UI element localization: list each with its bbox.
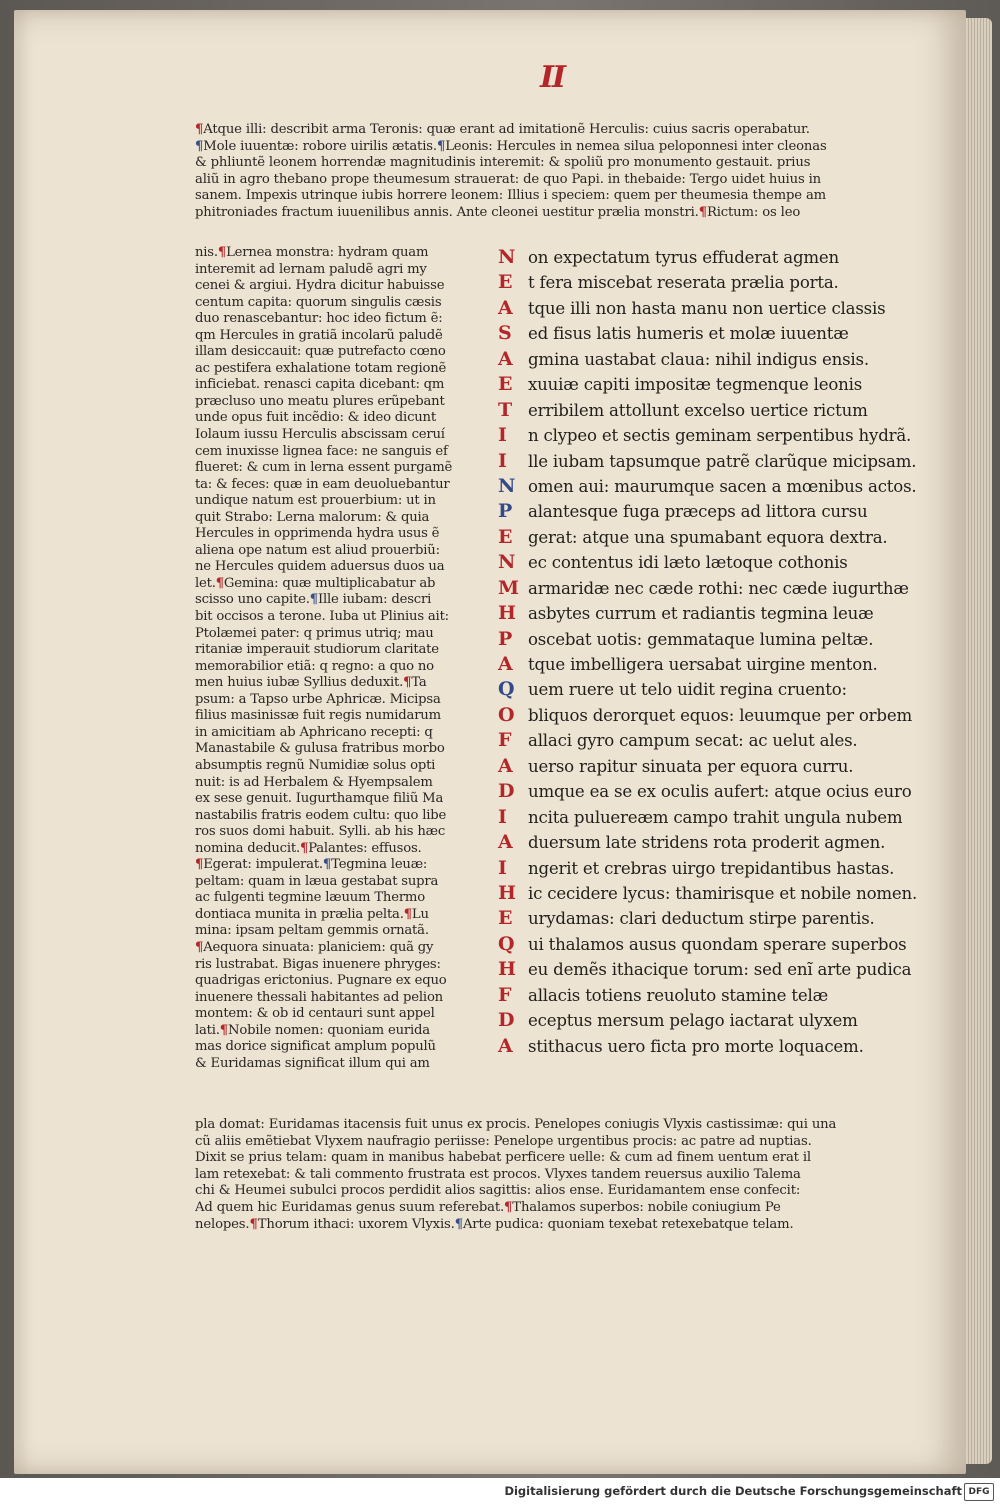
commentary-line xyxy=(195,205,915,222)
paragraph-mark-icon: ¶ xyxy=(436,138,446,154)
text-segment: præcluso uno meatu plures erũpebant xyxy=(195,393,445,409)
commentary-line xyxy=(195,1134,915,1151)
rubricated-initial: S xyxy=(498,322,512,345)
rubricated-initial: T xyxy=(498,398,513,421)
verse-line xyxy=(498,704,918,729)
verse-line xyxy=(498,475,918,500)
text-segment: aliena ope natum est aliud prouerbiũ: xyxy=(195,542,440,558)
book-fore-edge xyxy=(966,18,992,1464)
text-segment: cũ aliis emẽtiebat Vlyxem naufragio periisse: Penelope urgentibus procis: ac patre ad nuptias. xyxy=(195,1133,812,1149)
commentary-bottom-block xyxy=(195,1117,915,1233)
paragraph-mark-icon: ¶ xyxy=(403,906,412,922)
verse-line xyxy=(498,271,918,296)
commentary-line xyxy=(195,708,487,725)
verse-text: ic cecidere lycus: thamirisque et nobile nomen. xyxy=(528,883,918,903)
text-segment: quit Strabo: Lerna malorum: & quia xyxy=(195,509,430,525)
commentary-line xyxy=(195,1150,915,1167)
rubricated-initial: H xyxy=(498,881,516,904)
verse-line xyxy=(498,653,918,678)
commentary-line xyxy=(195,857,487,874)
text-segment: interemit ad lernam paludẽ agri my xyxy=(195,261,427,277)
commentary-line xyxy=(195,692,487,709)
text-segment: Rictum: os leo xyxy=(706,204,801,220)
commentary-line xyxy=(195,659,487,676)
commentary-line xyxy=(195,775,487,792)
rubricated-initial: M xyxy=(498,576,520,599)
commentary-line xyxy=(195,824,487,841)
verse-text: n clypeo et sectis geminam serpentibus hydrã. xyxy=(528,426,912,446)
text-segment: Arte pudica: quoniam texebat retexebatque telam. xyxy=(462,1216,794,1232)
text-segment: Thorum ithaci: uxorem Vlyxis. xyxy=(257,1216,455,1232)
text-segment: psum: a Tapso urbe Aphricæ. Micipsa xyxy=(195,691,441,707)
verse-text: armaridæ nec cæde rothi: nec cæde iugurthæ xyxy=(528,578,909,598)
verse-line xyxy=(498,450,918,475)
text-segment: Aequora sinuata: planiciem: quã gy xyxy=(203,939,434,955)
verse-text: erribilem attollunt excelso uertice rictum xyxy=(528,400,868,420)
commentary-line xyxy=(195,477,487,494)
text-segment: centum capita: quorum singulis cæsis xyxy=(195,294,442,310)
rubricated-initial: A xyxy=(498,831,513,854)
commentary-line xyxy=(195,642,487,659)
text-segment: inuenere thessali habitantes ad pelion xyxy=(195,989,443,1005)
text-segment: nuit: is ad Herbalem & Hyempsalem xyxy=(195,774,433,790)
commentary-line xyxy=(195,377,487,394)
text-segment: Atque illi: describit arma Teronis: quæ erant ad imitationẽ Herculis: cuius sacris operabatur. xyxy=(203,122,810,137)
rubricated-initial: E xyxy=(498,525,513,548)
text-segment: ritaniæ imperauit studiorum claritate xyxy=(195,642,439,658)
commentary-line xyxy=(195,841,487,858)
commentary-line xyxy=(195,139,915,156)
verse-text: alantesque fuga præceps ad littora cursu xyxy=(528,502,868,522)
text-segment: Dixit se prius telam: quam in manibus habebat perficere uelle: & cum ad finem uentum erat il xyxy=(195,1150,811,1166)
rubricated-initial: P xyxy=(498,627,513,650)
verse-text: ui thalamos ausus quondam sperare superbos xyxy=(528,934,907,954)
text-segment: Gemina: quæ multiplicabatur ab xyxy=(223,575,436,591)
commentary-line xyxy=(195,344,487,361)
text-segment: dontiaca munita in prælia pelta. xyxy=(195,906,404,922)
verse-text: asbytes currum et radiantis tegmina leuæ xyxy=(528,604,874,624)
commentary-line xyxy=(195,874,487,891)
commentary-line xyxy=(195,444,487,461)
paragraph-mark-icon: ¶ xyxy=(322,857,332,873)
commentary-line xyxy=(195,1117,915,1134)
paragraph-mark-icon: ¶ xyxy=(454,1216,463,1232)
verse-line xyxy=(498,500,918,525)
paragraph-mark-icon: ¶ xyxy=(403,675,412,691)
verse-text: omen aui: maurumque sacen a mœnibus actos. xyxy=(528,476,917,496)
text-segment: Nobile nomen: quoniam eurida xyxy=(228,1022,430,1038)
rubricated-initial: D xyxy=(498,1009,515,1032)
verse-text: tque illi non hasta manu non uertice classis xyxy=(528,298,886,318)
commentary-line xyxy=(195,576,487,593)
text-segment: ac fulgenti tegmine læuum Thermo xyxy=(195,890,425,906)
commentary-line xyxy=(195,510,487,527)
text-segment: lati. xyxy=(195,1022,220,1038)
text-segment: nis. xyxy=(195,245,218,260)
verse-text: ncita puluereæm campo trahit ungula nubem xyxy=(528,807,903,827)
text-segment: nastabilis fratris eodem cultu: quo libe xyxy=(195,807,447,823)
rubricated-initial: E xyxy=(498,373,513,396)
commentary-line xyxy=(195,940,487,957)
rubricated-initial: D xyxy=(498,780,515,803)
text-segment: duo renascebantur: hoc ideo fictum ẽ: xyxy=(195,311,443,327)
paragraph-mark-icon: ¶ xyxy=(299,840,309,856)
folio-mark: II xyxy=(540,60,565,95)
commentary-line xyxy=(195,328,487,345)
commentary-line xyxy=(195,990,487,1007)
commentary-line xyxy=(195,172,915,189)
paragraph-mark-icon: ¶ xyxy=(504,1199,513,1215)
commentary-line xyxy=(195,122,915,139)
verse-line xyxy=(498,907,918,932)
rubricated-initial: I xyxy=(498,449,507,472)
commentary-line xyxy=(195,741,487,758)
paragraph-mark-icon: ¶ xyxy=(698,204,707,220)
commentary-line xyxy=(195,394,487,411)
rubricated-initial: H xyxy=(498,602,516,625)
verse-text: allacis totiens reuoluto stamine telæ xyxy=(528,985,828,1005)
verse-line xyxy=(498,882,918,907)
rubricated-initial: I xyxy=(498,805,507,828)
verse-text: gmina uastabat claua: nihil indigus ensis. xyxy=(528,349,869,369)
text-segment: mas dorice significat amplum populũ xyxy=(195,1039,436,1055)
footer-credit: Digitalisierung gefördert durch die Deutsche Forschungsgemeinschaft xyxy=(504,1484,962,1498)
verse-line xyxy=(498,246,918,271)
rubricated-initial: N xyxy=(498,551,516,574)
verse-text: ed fisus latis humeris et molæ iuuentæ xyxy=(528,324,849,344)
rubricated-initial: I xyxy=(498,856,507,879)
verse-line xyxy=(498,424,918,449)
commentary-line xyxy=(195,1056,487,1073)
text-segment: ex sese genuit. Iugurthamque filiũ Ma xyxy=(195,791,444,807)
verse-text: lle iubam tapsumque patrẽ clarũque micipsam. xyxy=(528,451,917,471)
text-segment: ros suos domi habuit. Sylli. ab his hæc xyxy=(195,824,446,840)
verse-line xyxy=(498,857,918,882)
commentary-left-column xyxy=(195,245,487,1072)
text-segment: inficiebat. renasci capita dicebant: qm xyxy=(195,377,445,393)
text-segment: Ad quem hic Euridamas genus suum referebat. xyxy=(195,1199,505,1215)
commentary-line xyxy=(195,427,487,444)
verse-line xyxy=(498,933,918,958)
verse-text: ngerit et crebras uirgo trepidantibus hastas. xyxy=(528,858,895,878)
text-segment: unde opus fuit incẽdio: & ideo dicunt xyxy=(195,410,436,426)
text-segment: montem: & ob id centauri sunt appel xyxy=(195,1006,435,1022)
text-segment: cem inuxisse lignea face: ne sanguis ef xyxy=(195,443,448,459)
verse-column xyxy=(498,246,918,1060)
text-segment: ris lustrabat. Bigas inuenere phryges: xyxy=(195,956,441,972)
text-segment: undique natum est prouerbium: ut in xyxy=(195,493,436,509)
text-segment: peltam: quam in læua gestabat supra xyxy=(195,873,439,889)
text-segment: Iolaum iussu Herculis abscissam ceruí xyxy=(195,427,445,443)
rubricated-initial: Q xyxy=(498,678,515,701)
text-segment: phitroniades fractum iuuenilibus annis. Ante cleonei uestitur prælia monstri. xyxy=(195,204,699,220)
rubricated-initial: P xyxy=(498,500,513,523)
text-segment: Egerat: impulerat. xyxy=(203,857,323,873)
text-segment: mina: ipsam peltam gemmis ornatã. xyxy=(195,923,429,939)
text-segment: qm Hercules in gratiã incolarũ paludẽ xyxy=(195,327,443,343)
paragraph-mark-icon: ¶ xyxy=(219,1022,228,1038)
commentary-line xyxy=(195,675,487,692)
commentary-line xyxy=(195,973,487,990)
verse-text: on expectatum tyrus effuderat agmen xyxy=(528,248,840,267)
paragraph-mark-icon: ¶ xyxy=(195,122,204,137)
verse-line xyxy=(498,755,918,780)
verse-line xyxy=(498,373,918,398)
text-segment: Palantes: effusos. xyxy=(308,840,422,856)
verse-line xyxy=(498,1035,918,1060)
commentary-line xyxy=(195,188,915,205)
verse-line xyxy=(498,958,918,983)
paragraph-mark-icon: ¶ xyxy=(249,1216,258,1232)
text-segment: nomina deducit. xyxy=(195,840,300,856)
text-segment: Leonis: Hercules in nemea silua peloponnesi inter cleonas xyxy=(445,138,827,154)
commentary-line xyxy=(195,460,487,477)
verse-text: eu demẽs ithacique torum: sed enĩ arte pudica xyxy=(528,960,912,980)
commentary-line xyxy=(195,907,487,924)
text-segment: Lu xyxy=(411,906,429,922)
verse-text: urydamas: clari deductum stirpe parentis. xyxy=(528,909,875,929)
text-segment: chi & Heumei subulci procos perdidit alios sagittis: alios ense. Euridamantem ense confecit: xyxy=(195,1183,801,1199)
verse-line xyxy=(498,399,918,424)
rubricated-initial: F xyxy=(498,983,512,1006)
rubricated-initial: O xyxy=(498,703,515,726)
text-segment: memorabilior etiã: q regno: a quo no xyxy=(195,658,434,674)
verse-line xyxy=(498,602,918,627)
commentary-line xyxy=(195,1006,487,1023)
text-segment: nelopes. xyxy=(195,1216,250,1232)
commentary-line xyxy=(195,626,487,643)
verse-text: tque imbelligera uersabat uirgine menton. xyxy=(528,655,878,674)
verse-text: stithacus uero ficta pro morte loquacem. xyxy=(528,1036,864,1056)
text-segment: filius masinissæ fuit regis numidarum xyxy=(195,708,441,724)
text-segment: pla domat: Euridamas itacensis fuit unus ex procis. Penelopes coniugis Vlyxis castissimæ: qui una xyxy=(195,1117,837,1132)
verse-line xyxy=(498,297,918,322)
text-segment: let. xyxy=(195,575,216,591)
rubricated-initial: I xyxy=(498,424,507,447)
commentary-line xyxy=(195,262,487,279)
verse-text: uerso rapitur sinuata per equora curru. xyxy=(528,756,854,776)
verse-line xyxy=(498,984,918,1009)
verse-text: ec contentus idi læto lætoque cothonis xyxy=(528,553,848,573)
verse-text: xuuiæ capiti impositæ tegmenque leonis xyxy=(528,375,863,395)
verse-text: gerat: atque una spumabant equora dextra. xyxy=(528,527,888,547)
paragraph-mark-icon: ¶ xyxy=(215,575,224,591)
text-segment: lam retexebat: & tali commento frustrata est procos. Vlyxes tandem reuersus auxilio Talema xyxy=(195,1166,801,1182)
verse-line xyxy=(498,729,918,754)
verse-text: oscebat uotis: gemmataque lumina peltæ. xyxy=(528,629,874,649)
text-segment: Tegmina leuæ: xyxy=(331,857,428,873)
paragraph-mark-icon: ¶ xyxy=(195,857,204,873)
rubricated-initial: E xyxy=(498,271,513,294)
commentary-line xyxy=(195,361,487,378)
commentary-line xyxy=(195,923,487,940)
commentary-line xyxy=(195,295,487,312)
commentary-line xyxy=(195,1217,915,1234)
text-segment: men huius iubæ Syllius deduxit. xyxy=(195,675,404,691)
verse-line xyxy=(498,1009,918,1034)
commentary-line xyxy=(195,1167,915,1184)
rubricated-initial: N xyxy=(498,246,516,268)
commentary-line xyxy=(195,758,487,775)
commentary-line xyxy=(195,155,915,172)
commentary-line xyxy=(195,1023,487,1040)
text-segment: illam desiccauit: quæ putrefacto cœno xyxy=(195,344,446,360)
text-segment: & Euridamas significat illum qui am xyxy=(195,1055,430,1071)
text-segment: aliũ in agro thebano prope theumesum strauerat: de quo Papi. in thebaide: Tergo uidet huius in xyxy=(195,171,822,187)
verse-text: umque ea se ex oculis aufert: atque ocius euro xyxy=(528,782,912,802)
text-segment: bit occisos a terone. Iuba ut Plinius ait: xyxy=(195,609,449,625)
verse-line xyxy=(498,780,918,805)
text-segment: ne Hercules quidem aduersus duos ua xyxy=(195,559,445,575)
rubricated-initial: N xyxy=(498,474,516,497)
commentary-line xyxy=(195,609,487,626)
text-segment: flueret: & cum in lerna essent purgamẽ xyxy=(195,460,453,476)
verse-line xyxy=(498,577,918,602)
rubricated-initial: A xyxy=(498,754,513,777)
verse-line xyxy=(498,678,918,703)
text-segment: scisso uno capite. xyxy=(195,592,310,608)
verse-text: t fera miscebat reserata prælia porta. xyxy=(528,273,839,293)
text-segment: Mole iuuentæ: robore uirilis ætatis. xyxy=(203,138,437,154)
rubricated-initial: A xyxy=(498,347,513,370)
verse-line xyxy=(498,831,918,856)
paragraph-mark-icon: ¶ xyxy=(195,138,204,154)
commentary-line xyxy=(195,526,487,543)
verse-line xyxy=(498,348,918,373)
paragraph-mark-icon: ¶ xyxy=(309,592,318,608)
verse-line xyxy=(498,526,918,551)
verse-line xyxy=(498,322,918,347)
verse-text: uem ruere ut telo uidit regina cruento: xyxy=(528,680,847,700)
commentary-line xyxy=(195,592,487,609)
text-segment: Ptolæmei pater: q primus utriq; mau xyxy=(195,625,434,641)
commentary-line xyxy=(195,1183,915,1200)
rubricated-initial: Q xyxy=(498,932,515,955)
commentary-line xyxy=(195,559,487,576)
text-segment: Ille iubam: descri xyxy=(317,592,432,608)
text-segment: ac pestifera exhalatione totam regionẽ xyxy=(195,360,447,376)
rubricated-initial: E xyxy=(498,907,513,930)
verse-line xyxy=(498,551,918,576)
text-segment: absumptis regnũ Numidiæ solus opti xyxy=(195,757,436,773)
verse-text: allaci gyro campum secat: ac uelut ales. xyxy=(528,731,858,751)
commentary-line xyxy=(195,410,487,427)
rubricated-initial: A xyxy=(498,653,513,675)
dfg-logo: DFG xyxy=(964,1483,994,1501)
text-segment: Ta xyxy=(411,675,427,691)
commentary-line xyxy=(195,311,487,328)
text-segment: Hercules in opprimenda hydra usus ẽ xyxy=(195,526,440,542)
rubricated-initial: A xyxy=(498,296,513,319)
commentary-top-block xyxy=(195,122,915,222)
text-segment: & phliuntẽ leonem horrendæ magnitudinis interemit: & spoliũ pro monumento gestauit. prius xyxy=(195,155,811,171)
text-segment: in amicitiam ab Aphricano recepti: q xyxy=(195,724,433,740)
text-segment: Manastabile & gulusa fratribus morbo xyxy=(195,741,445,757)
commentary-line xyxy=(195,278,487,295)
text-segment: Thalamos superbos: nobile coniugium Pe xyxy=(512,1199,781,1215)
text-segment: cenei & argiui. Hydra dicitur habuisse xyxy=(195,278,445,294)
commentary-line xyxy=(195,1039,487,1056)
rubricated-initial: H xyxy=(498,958,516,981)
paragraph-mark-icon: ¶ xyxy=(195,939,204,955)
verse-text: eceptus mersum pelago iactarat ulyxem xyxy=(528,1011,858,1031)
commentary-line xyxy=(195,1200,915,1217)
commentary-line xyxy=(195,543,487,560)
commentary-line xyxy=(195,890,487,907)
rubricated-initial: F xyxy=(498,729,512,752)
verse-text: duersum late stridens rota proderit agmen. xyxy=(528,833,886,853)
text-segment: sanem. Impexis utrinque iubis horrere leonem: Illius i speciem: quem per theumesia thempe am xyxy=(195,188,827,204)
commentary-line xyxy=(195,245,487,262)
commentary-line xyxy=(195,808,487,825)
commentary-line xyxy=(195,493,487,510)
commentary-line xyxy=(195,957,487,974)
paragraph-mark-icon: ¶ xyxy=(217,245,227,260)
text-segment: ta: & feces: quæ in eam deuoluebantur xyxy=(195,476,450,492)
text-segment: Lernea monstra: hydram quam xyxy=(226,245,429,260)
verse-line xyxy=(498,628,918,653)
verse-text: bliquos derorquet equos: leuumque per orbem xyxy=(528,705,912,725)
rubricated-initial: A xyxy=(498,1034,513,1057)
text-segment: quadrigas erictonius. Pugnare ex equo xyxy=(195,973,447,989)
commentary-line xyxy=(195,725,487,742)
commentary-line xyxy=(195,791,487,808)
verse-line xyxy=(498,806,918,831)
